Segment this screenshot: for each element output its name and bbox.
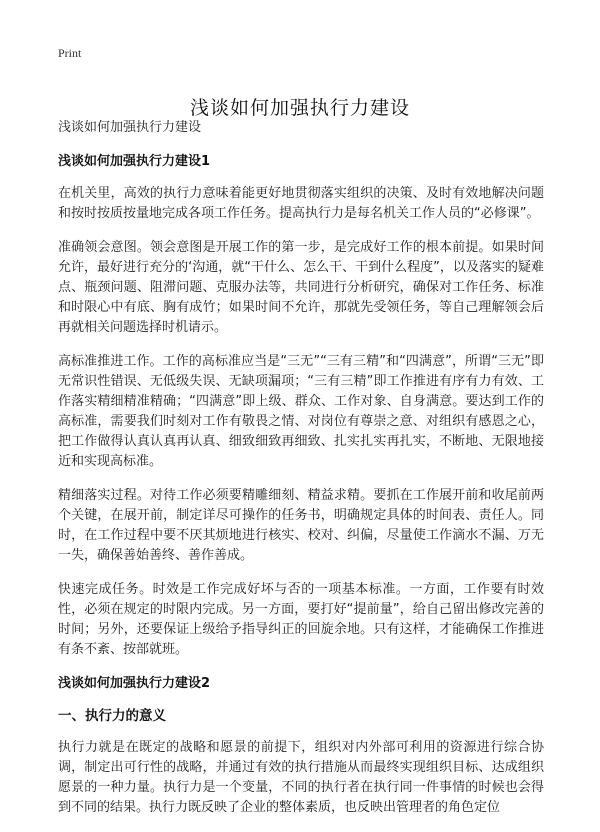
section-1-heading: 浅谈如何加强执行力建设1 xyxy=(58,154,211,169)
section-2-subheading: 一、执行力的意义 xyxy=(58,708,166,724)
paragraph: 快速完成任务。时效是工作完成好坏与否的一项基本标准。一方面，工作要有时效性，必须在规定的时限内完成。另一方面，要打好“提前量”，给自己留出修改完善的时间；另外，还要保证上级给予指导纠正的回旋余地。只有这样，才能确保工作推进有条不紊、按部就班。 xyxy=(58,582,544,657)
document-subtitle: 浅谈如何加强执行力建设 xyxy=(58,120,202,135)
paragraph: 高标准推进工作。工作的高标准应当是“三无”“三有三精”和“四满意”，所谓“三无”即无常识性错误、无低级失误、无缺项漏项；“三有三精”即工作推进有序有力有效、工作落实精细精准精确；“四满意”即上级、群众、工作对象、自身满意。要达到工作的高标准，需要我们时刻对工作有敬畏之情、对岗位有尊崇之意、对组织有感恩之心，把工作做得认真认真再认真、细致细致再细致、扎实扎实再扎实，不断地、无限地接近和实现高标准。 xyxy=(58,354,544,469)
paragraph: 执行力就是在既定的战略和愿景的前提下，组织对内外部可利用的资源进行综合协调，制定出可行性的战略，并通过有效的执行措施从而最终实现组织目标、达成组织愿景的一种力量。执行力是一个变量，不同的执行者在执行同一件事情的时候也会得到不同的结果。执行力既反映了企业的整体素质，也反映出管理者的角色定位 xyxy=(58,740,544,815)
section-2-heading: 浅谈如何加强执行力建设2 xyxy=(58,676,211,691)
document-body xyxy=(58,118,544,832)
print-label: Print xyxy=(58,46,82,60)
page-title: 浅谈如何加强执行力建设 xyxy=(189,96,410,119)
paragraph: 准确领会意图。领会意图是开展工作的第一步，是完成好工作的根本前提。如果时间允许，最好进行充分的‘沟通，就“干什么、怎么干、干到什么程度”，以及落实的疑难点、瓶颈问题、阻滞问题、克服办法等，共同进行分析研究，确保对工作任务、标准和时限心中有底、胸有成竹；如果时间不允许，那就先受领任务，等自己理解领会后再就相关问题选择时机请示。 xyxy=(58,240,544,335)
paragraph: 在机关里，高效的执行力意味着能更好地贯彻落实组织的决策、及时有效地解决问题和按时按质按量地完成各项工作任务。提高执行力是每名机关工作人员的“必修课”。 xyxy=(58,186,544,221)
paragraph: 精细落实过程。对待工作必须要精雕细刻、精益求精。要抓在工作展开前和收尾前两个关键，在展开前，制定详尽可操作的任务书，明确规定具体的时间表、责任人。同时，在工作过程中要不厌其烦地进行核实、校对、纠偏，尽量使工作滴水不漏、万无一失，确保善始善终、善作善成。 xyxy=(58,488,544,563)
